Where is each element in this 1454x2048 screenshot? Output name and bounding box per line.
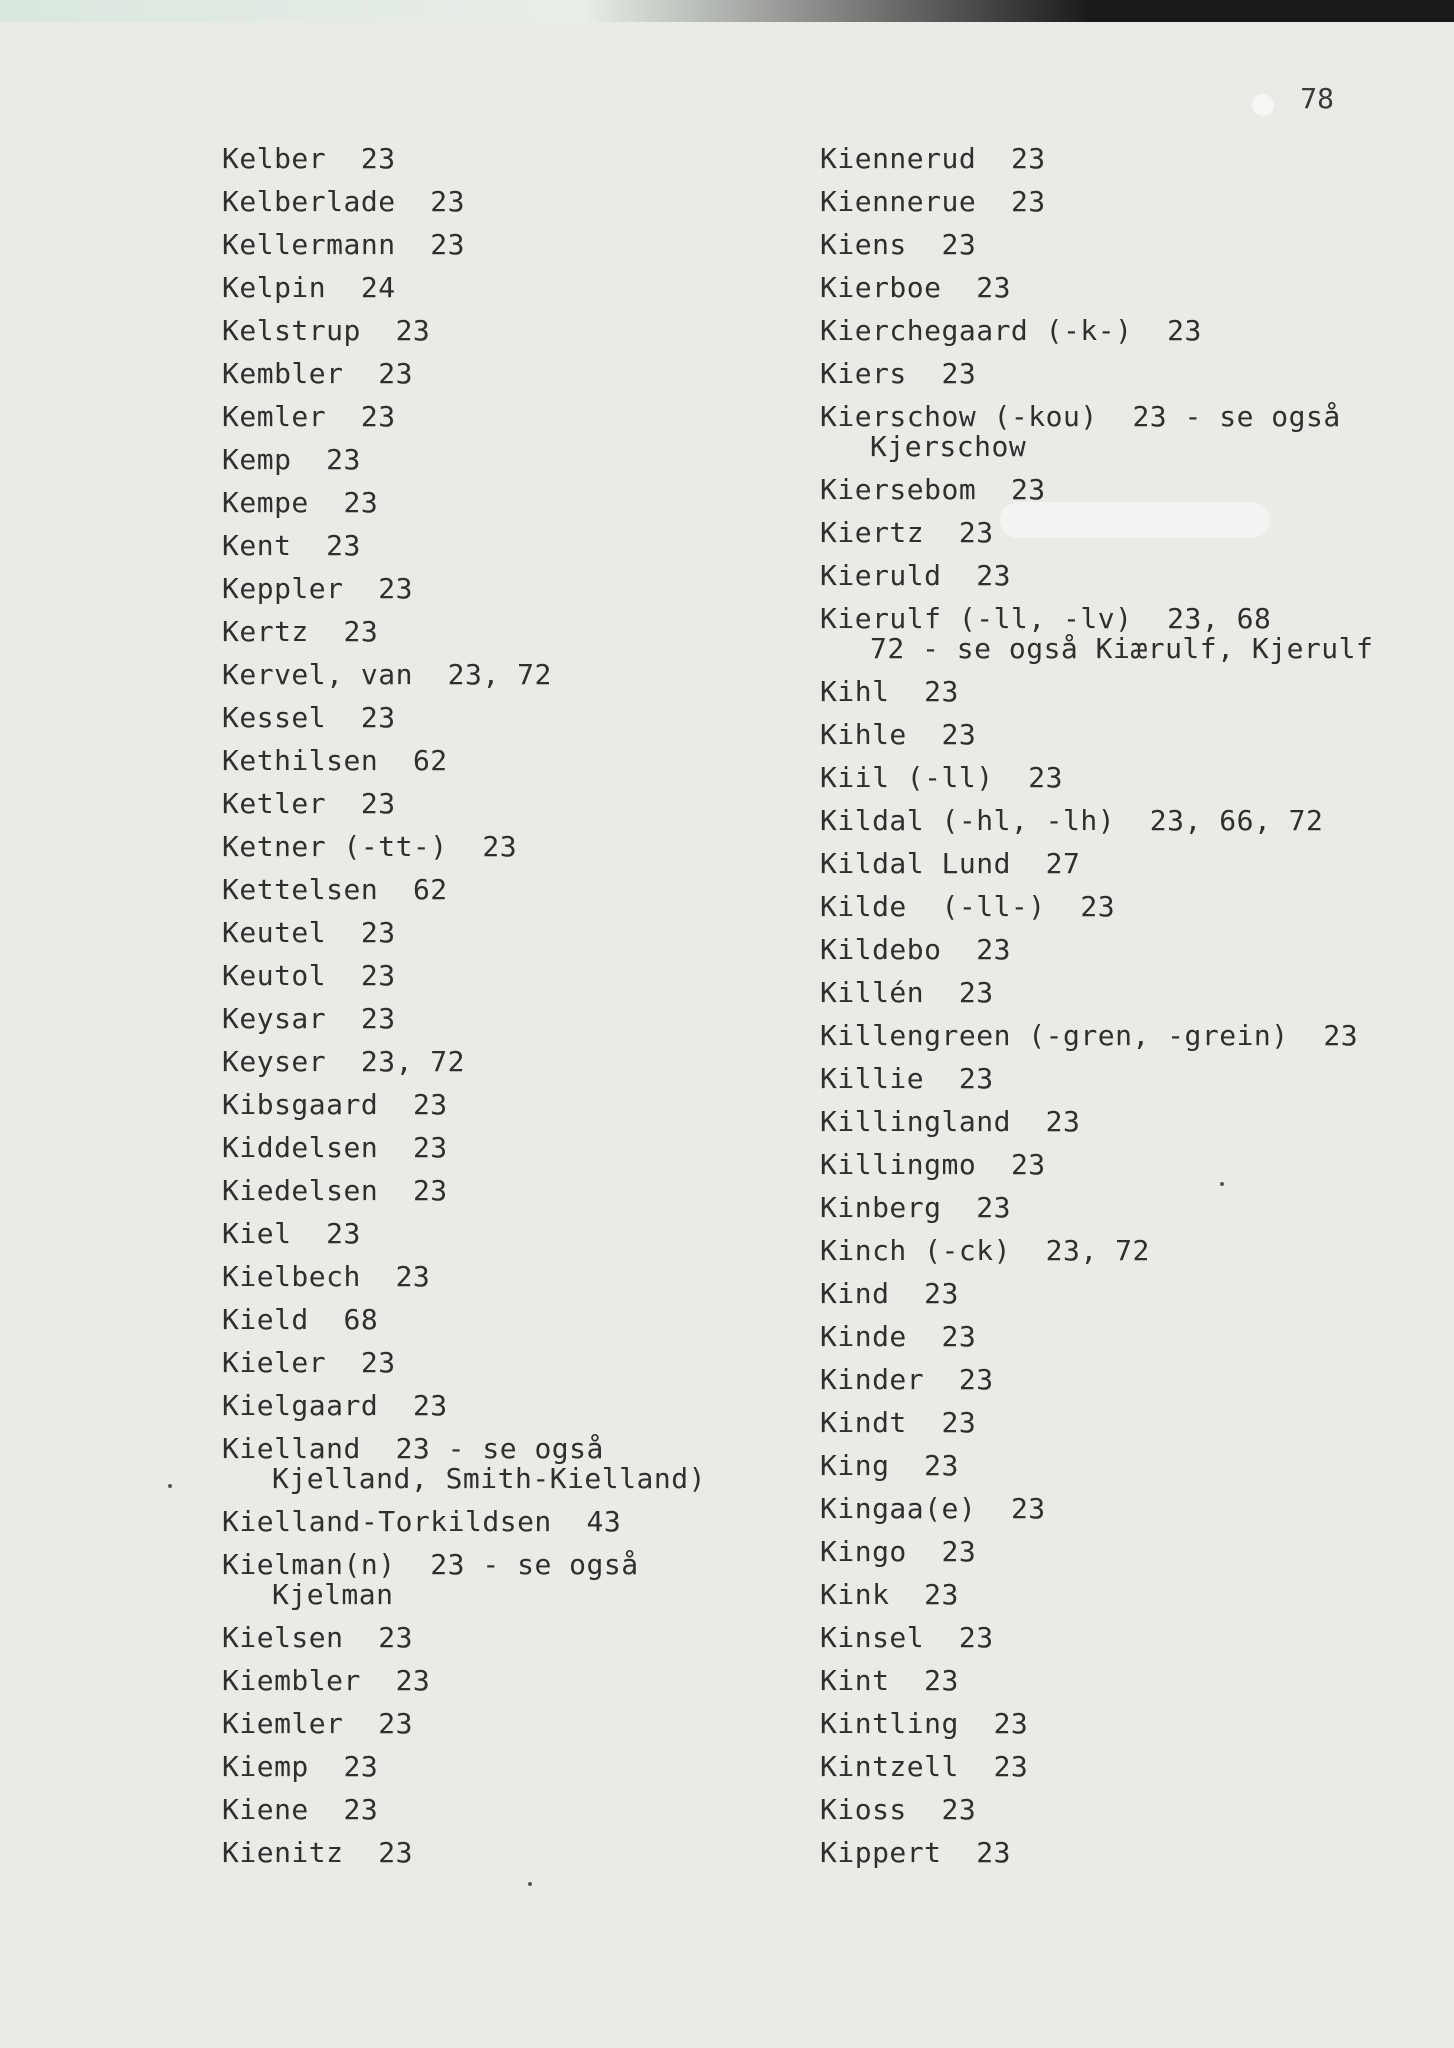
entry-name: Keppler [222,572,344,605]
entry-page-refs: 23 [1010,473,1046,506]
entry-name: Kierschow (-kou) [820,400,1098,433]
entry-name: Kinch (-ck) [820,1234,1011,1267]
index-entry [820,806,1420,836]
entry-name: Kierboe [820,271,942,304]
entry-page-refs: 23, 72 [447,658,552,691]
entry-page-refs: 23 [412,1389,448,1422]
index-entry [820,1666,1420,1696]
index-entry [820,720,1420,750]
index-entry [820,1150,1420,1180]
entry-name: Kemler [222,400,327,433]
entry-page-refs: 23 [360,400,396,433]
index-entry [820,1408,1420,1438]
entry-page-refs: 43 [586,1505,622,1538]
entry-page-refs: 23 [924,1578,959,1611]
index-entry [820,144,1420,174]
entry-name: Kielgaard [222,1389,379,1422]
entry-page-refs: 23, 72 [1045,1234,1150,1267]
entry-page-refs: 23 [958,1621,994,1654]
entry-page-refs: 23 [1167,314,1202,347]
entry-name: Ketler [222,787,327,820]
entry-continuation: Kjelland, Smith-Kielland) [272,1462,706,1495]
index-entry [222,531,782,561]
entry-name: Kiennerud [820,142,977,175]
document-page [0,22,1454,2048]
entry-page-refs: 23 [360,959,396,992]
index-entry [820,1709,1420,1739]
entry-name: Ketner (-tt-) [222,830,448,863]
entry-name: Kiedelsen [222,1174,379,1207]
entry-name: Kierchegaard (-k-) [820,314,1133,347]
index-entry [820,935,1420,965]
index-entry [820,849,1420,879]
index-entry [222,1507,782,1537]
index-entry [222,1709,782,1739]
entry-page-refs: 23 [924,1664,959,1697]
index-entry [820,359,1420,389]
entry-name: Killie [820,1062,925,1095]
entry-continuation: Kjelman [272,1578,394,1611]
entry-page-refs: 23 [941,228,977,261]
entry-name: Kiemp [222,1750,309,1783]
entry-page-refs: 23 [1045,1105,1081,1138]
entry-page-refs: 23 [360,916,396,949]
index-entry [820,892,1420,922]
entry-page-refs: 23 [482,830,518,863]
index-entry [222,703,782,733]
entry-name: Kinder [820,1363,925,1396]
index-entry [820,273,1420,303]
entry-name: Kindt [820,1406,907,1439]
index-entry [820,1838,1420,1868]
entry-name: Kiersebom [820,473,977,506]
entry-name: Kielman(n) [222,1548,396,1581]
ink-speck [168,1484,172,1488]
entry-name: Kierulf (-ll, -lv) [820,602,1133,635]
entry-name: Kempe [222,486,309,519]
page-number: 78 [1300,82,1334,115]
entry-name: Kildal (-hl, -lh) [820,804,1116,837]
index-entry [222,187,782,217]
entry-page-refs: 23 - se også [430,1548,639,1581]
index-entry [222,359,782,389]
entry-page-refs: 24 [360,271,396,304]
index-entry [222,1305,782,1335]
entry-page-refs: 23 [976,559,1011,592]
entry-continuation: 72 - se også Kiærulf, Kjerulf [870,632,1374,665]
entry-page-refs: 23 [924,1449,959,1482]
entry-page-refs: 23 [941,718,977,751]
entry-name: Kertz [222,615,309,648]
index-entry [222,1262,782,1292]
entry-name: Keyser [222,1045,327,1078]
entry-page-refs: 23 [343,1793,379,1826]
index-entry [820,1365,1420,1395]
entry-page-refs: 68 [343,1303,379,1336]
index-entry [820,1752,1420,1782]
entry-name: Kinsel [820,1621,925,1654]
entry-page-refs: 23 [343,615,379,648]
entry-page-refs: 23 [1028,761,1064,794]
index-entry [222,1623,782,1653]
entry-name: Kemp [222,443,292,476]
index-entry [222,1219,782,1249]
index-entry [820,1580,1420,1610]
index-entry [820,561,1420,591]
index-entry [222,617,782,647]
entry-page-refs: 23 [378,1836,413,1869]
entry-name: Kervel, van [222,658,413,691]
index-entry [820,518,1420,548]
entry-page-refs: 23 [976,933,1011,966]
index-entry [222,918,782,948]
entry-page-refs: 23 [378,357,413,390]
entry-page-refs: 23 [360,1346,396,1379]
entry-name: Keysar [222,1002,327,1035]
entry-page-refs: 23 [326,1217,361,1250]
entry-page-refs: 23 [958,516,994,549]
entry-name: Killengreen (-gren, -grein) [820,1019,1289,1052]
entry-name: Kelber [222,142,327,175]
entry-name: King [820,1449,890,1482]
entry-page-refs: 23 [378,1707,413,1740]
entry-page-refs: 23 [326,443,361,476]
entry-page-refs: 23 [958,1363,994,1396]
entry-page-refs: 23 [395,314,431,347]
entry-page-refs: 27 [1045,847,1081,880]
index-entry [820,763,1420,793]
entry-name: Kent [222,529,292,562]
entry-page-refs: 23 [378,572,413,605]
index-entry [820,1494,1420,1524]
entry-page-refs: 23 [395,1260,431,1293]
entry-name: Kildal Lund [820,847,1011,880]
entry-name: Kihl [820,675,890,708]
index-entry [222,402,782,432]
entry-page-refs: 23 [430,228,466,261]
entry-page-refs: 23 [1010,185,1046,218]
index-entry [222,445,782,475]
entry-name: Kielbech [222,1260,361,1293]
ink-speck [528,1882,532,1886]
index-entry [820,677,1420,707]
entry-name: Kingo [820,1535,907,1568]
entry-name: Kettelsen [222,873,379,906]
entry-name: Kiennerue [820,185,977,218]
entry-page-refs: 23 [993,1707,1029,1740]
entry-name: Kiers [820,357,907,390]
entry-name: Kellermann [222,228,396,261]
entry-name: Kembler [222,357,344,390]
entry-page-refs: 23 [360,1002,396,1035]
index-entry [820,475,1420,505]
index-entry [222,660,782,690]
entry-name: Kihle [820,718,907,751]
scan-top-edge [0,0,1454,22]
entry-name: Kiddelsen [222,1131,379,1164]
index-entry [820,1064,1420,1094]
index-entry [222,1391,782,1421]
entry-page-refs: 23 [1010,142,1046,175]
index-entry [820,1193,1420,1223]
entry-page-refs: 23 [360,142,396,175]
entry-name: Kind [820,1277,890,1310]
index-entry [222,230,782,260]
entry-continuation: Kjerschow [870,430,1027,463]
index-entry [820,1021,1420,1051]
index-entry [820,978,1420,1008]
index-entry [222,1047,782,1077]
entry-name: Kink [820,1578,890,1611]
entry-name: Kieruld [820,559,942,592]
index-entry [222,961,782,991]
entry-page-refs: 23 [360,701,396,734]
entry-page-refs: 23 - se også [1132,400,1341,433]
index-entry [222,1004,782,1034]
index-column-left [222,144,782,1881]
entry-name: Kildebo [820,933,942,966]
entry-name: Killén [820,976,925,1009]
entry-name: Kippert [820,1836,942,1869]
entry-page-refs: 23 [1010,1148,1046,1181]
index-entry [222,273,782,303]
entry-page-refs: 23 [378,1621,413,1654]
entry-page-refs: 23 [412,1088,448,1121]
entry-name: Kiens [820,228,907,261]
index-entry [820,230,1420,260]
entry-name: Kiene [222,1793,309,1826]
entry-page-refs: 23 [395,1664,431,1697]
entry-page-refs: 23 [976,271,1011,304]
entry-page-refs: 23 [360,787,396,820]
entry-page-refs: 23 [924,675,959,708]
entry-name: Kessel [222,701,327,734]
entry-page-refs: 23 [958,1062,994,1095]
index-entry [820,1623,1420,1653]
index-entry [820,1322,1420,1352]
entry-name: Kint [820,1664,890,1697]
index-entry [222,1176,782,1206]
entry-name: Kield [222,1303,309,1336]
index-entry [820,604,1420,664]
entry-page-refs: 23, 72 [360,1045,466,1078]
entry-name: Kintling [820,1707,959,1740]
entry-page-refs: 23 [924,1277,959,1310]
entry-name: Kelpin [222,271,327,304]
index-entry [222,746,782,776]
entry-page-refs: 23 [941,1535,977,1568]
index-entry [820,316,1420,346]
index-entry [222,875,782,905]
entry-name: Kilde (-ll-) [820,890,1046,923]
index-entry [222,832,782,862]
index-entry [222,1666,782,1696]
entry-page-refs: 62 [412,744,448,777]
entry-page-refs: 23, 68 [1167,602,1272,635]
entry-page-refs: 23 [326,529,361,562]
entry-name: Keutel [222,916,327,949]
entry-name: Kiel [222,1217,292,1250]
entry-name: Kibsgaard [222,1088,379,1121]
index-entry [820,1795,1420,1825]
entry-page-refs: 23 [412,1174,448,1207]
entry-page-refs: 23 [941,1406,977,1439]
entry-name: Kieler [222,1346,327,1379]
index-entry [820,1107,1420,1137]
entry-page-refs: 23 [993,1750,1029,1783]
entry-page-refs: 23 [343,486,379,519]
entry-name: Kienitz [222,1836,344,1869]
index-entry [222,1550,782,1610]
entry-page-refs: 23 [958,976,994,1009]
index-entry [820,1537,1420,1567]
entry-page-refs: 23 [1323,1019,1359,1052]
entry-page-refs: 23, 66, 72 [1149,804,1324,837]
entry-page-refs: 23 [343,1750,379,1783]
index-entry [222,144,782,174]
index-entry [222,488,782,518]
entry-name: Killingland [820,1105,1011,1138]
entry-page-refs: 23 [430,185,466,218]
entry-name: Kiembler [222,1664,361,1697]
entry-name: Kethilsen [222,744,379,777]
entry-name: Kielland-Torkildsen [222,1505,552,1538]
index-entry [820,1451,1420,1481]
entry-page-refs: 23 [1010,1492,1046,1525]
entry-name: Kintzell [820,1750,959,1783]
index-entry [222,1348,782,1378]
index-entry [222,574,782,604]
entry-page-refs: 23 [412,1131,448,1164]
index-entry [222,789,782,819]
entry-name: Kinde [820,1320,907,1353]
index-entry [820,1279,1420,1309]
index-entry [222,1133,782,1163]
entry-page-refs: 23 [976,1191,1011,1224]
entry-name: Kiemler [222,1707,344,1740]
index-entry [222,1090,782,1120]
entry-name: Kelstrup [222,314,361,347]
entry-name: Kingaa(e) [820,1492,977,1525]
index-entry [820,402,1420,462]
index-entry [222,1795,782,1825]
index-entry [222,1752,782,1782]
entry-name: Kioss [820,1793,907,1826]
paper-spot [1252,94,1274,116]
index-entry [222,1434,782,1494]
entry-page-refs: 62 [412,873,448,906]
entry-page-refs: 23 - se også [395,1432,604,1465]
entry-name: Keutol [222,959,327,992]
entry-page-refs: 23 [1080,890,1116,923]
entry-page-refs: 23 [941,1320,977,1353]
entry-page-refs: 23 [976,1836,1011,1869]
index-entry [222,316,782,346]
index-entry [820,187,1420,217]
entry-name: Kinberg [820,1191,942,1224]
index-entry [820,1236,1420,1266]
index-entry [222,1838,782,1868]
entry-name: Kielsen [222,1621,344,1654]
entry-name: Kelberlade [222,185,396,218]
entry-name: Kiil (-ll) [820,761,994,794]
entry-name: Kielland [222,1432,361,1465]
entry-name: Kiertz [820,516,925,549]
entry-page-refs: 23 [941,1793,977,1826]
entry-name: Killingmo [820,1148,977,1181]
entry-page-refs: 23 [941,357,977,390]
index-column-right [820,144,1420,1881]
